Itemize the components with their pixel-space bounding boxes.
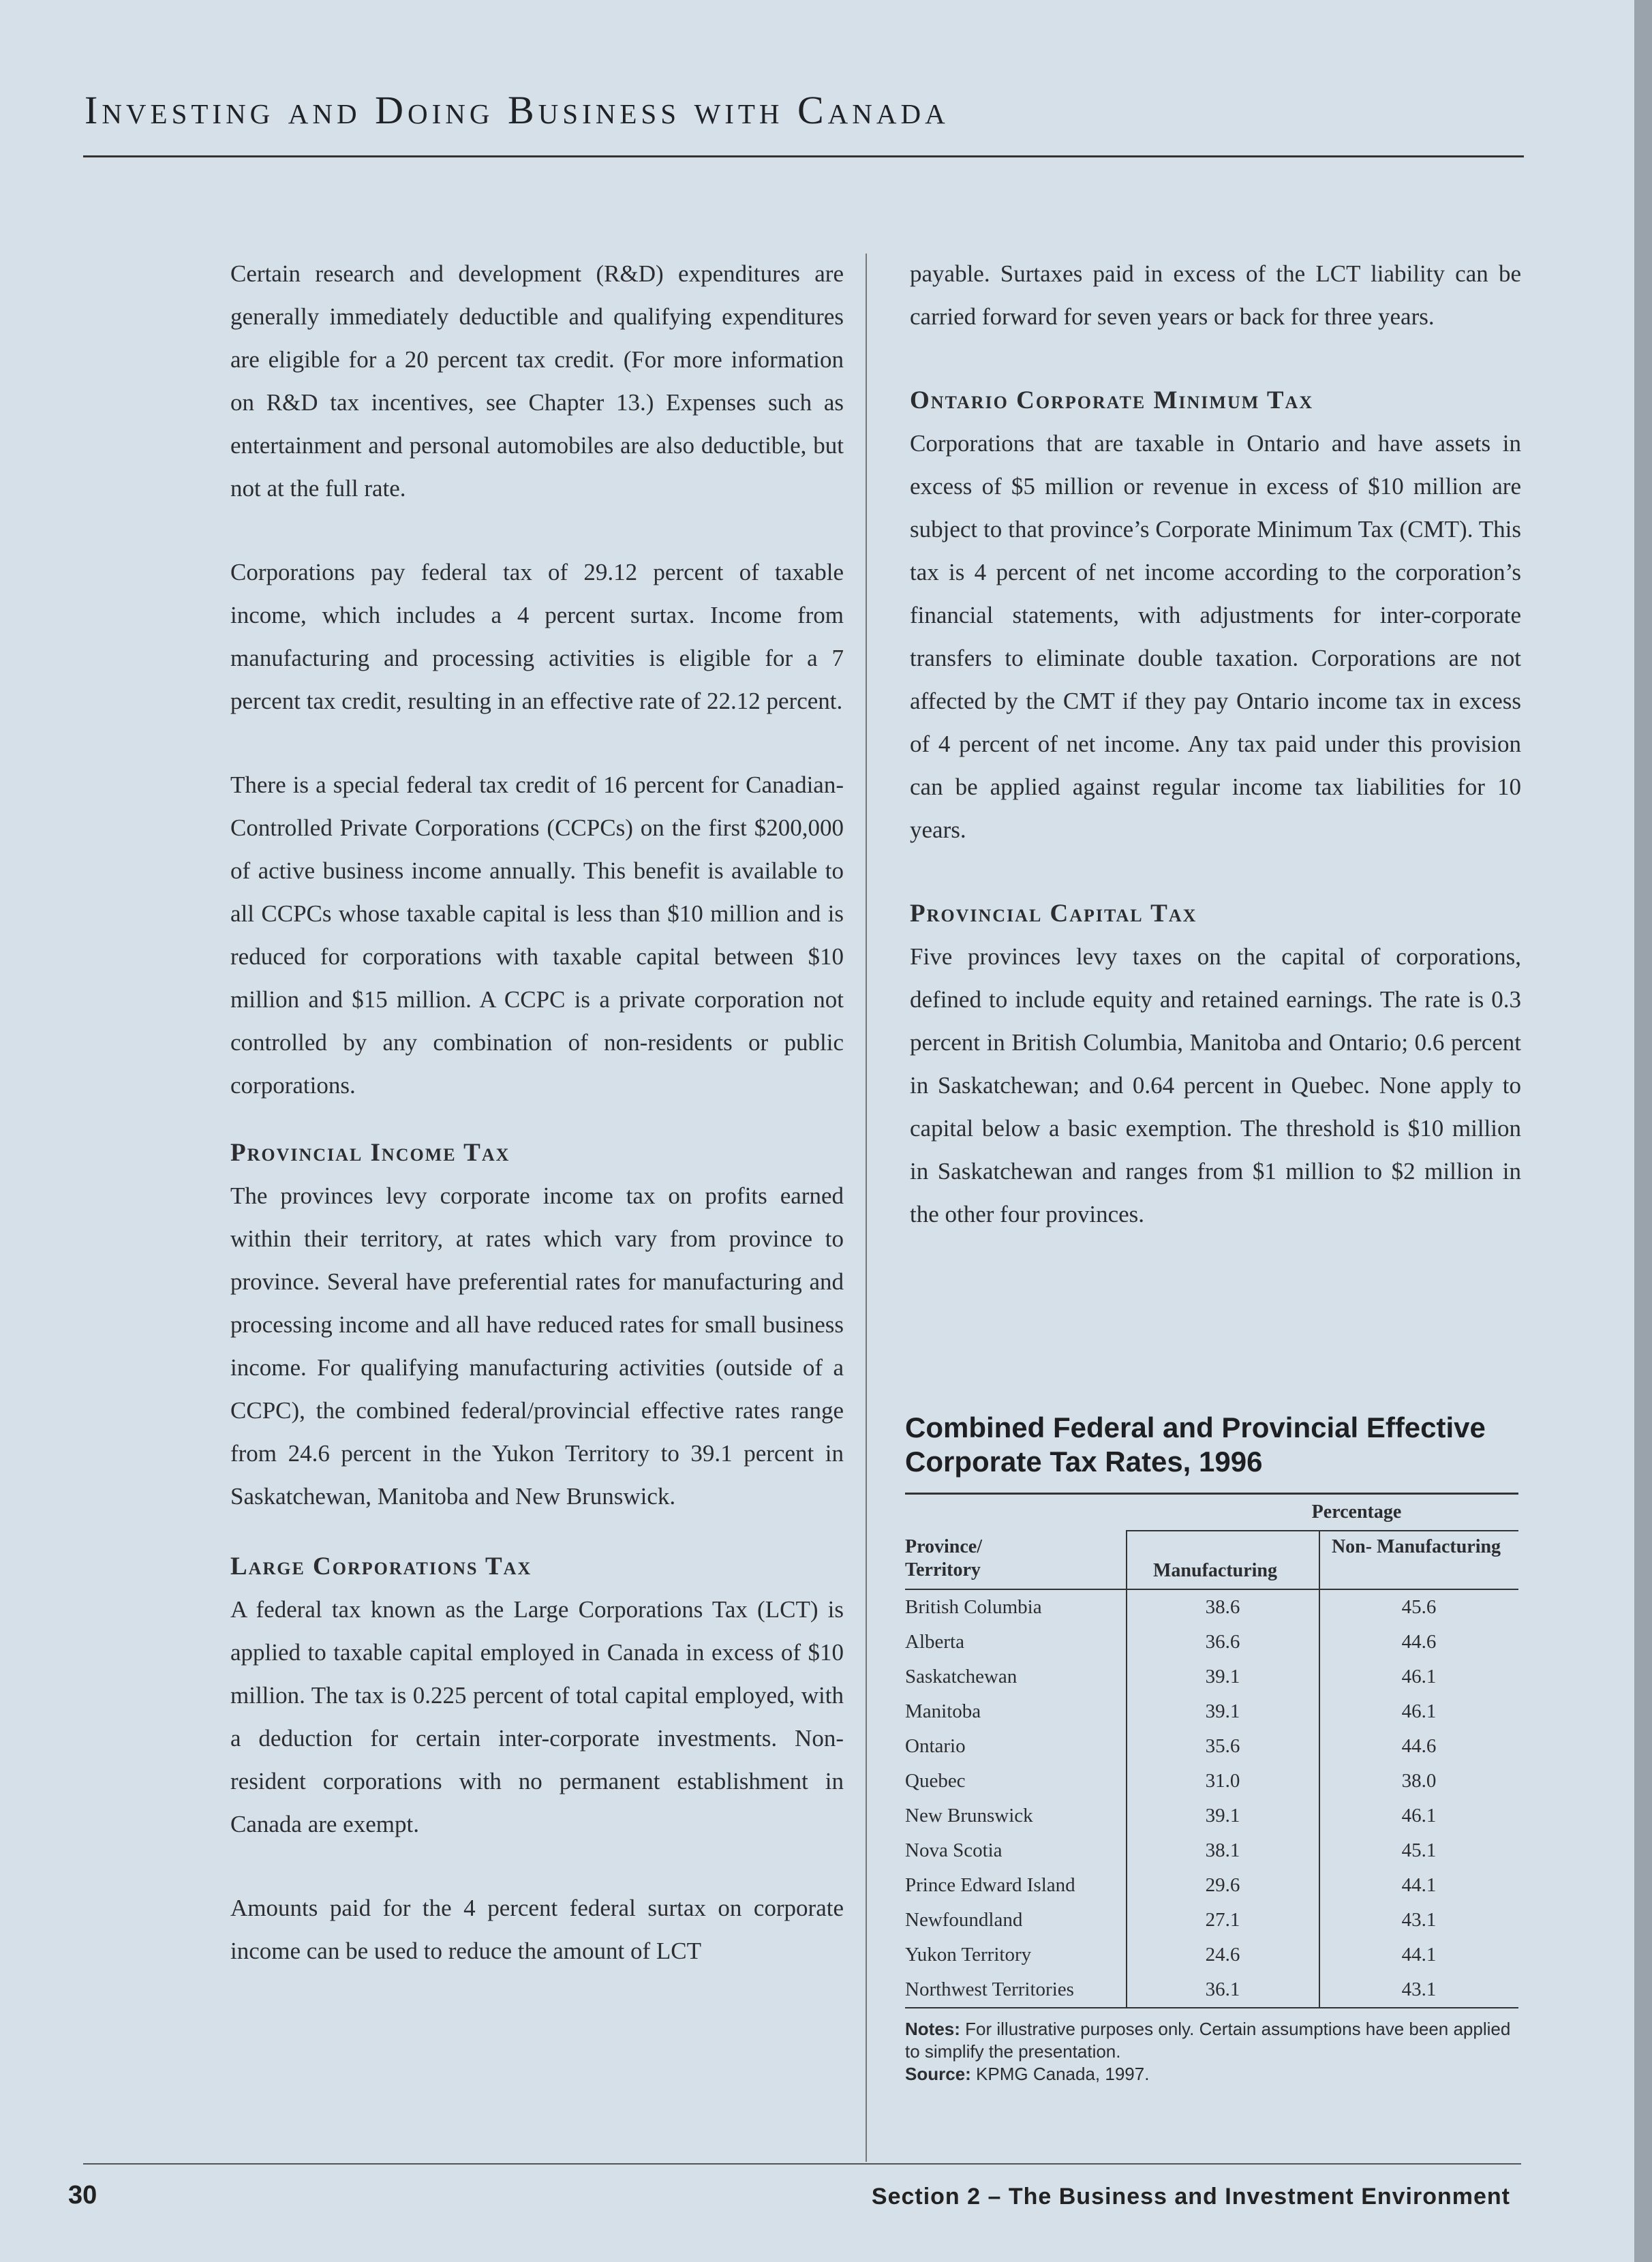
tax-rates-table [905,1411,1518,2085]
table-cell-province: Manitoba [905,1700,981,1722]
table-cell-province: Northwest Territories [905,1978,1074,2000]
table-body [905,1590,1518,2007]
table-row [905,1868,1518,1903]
table-cell-nonmfg: 45.1 [1401,1839,1437,1861]
table-row [905,1799,1518,1833]
table-cell-mfg: 39.1 [1205,1805,1240,1827]
table-cell-nonmfg: 44.1 [1401,1944,1437,1966]
table-title: Combined Federal and Provincial Effective Corporate Tax Rates, 1996 [905,1411,1486,1478]
table-cell-nonmfg: 44.1 [1401,1874,1437,1896]
running-header: Investing and Doing Business with Canada [85,88,949,132]
table-cell-nonmfg: 44.6 [1401,1631,1437,1653]
table-row [905,1903,1518,1938]
column-header-manufacturing: Manufacturing [1153,1560,1277,1581]
table-row [905,1660,1518,1694]
table-cell-mfg: 39.1 [1205,1700,1240,1722]
heading-provincial-income-tax: Provincial Income Tax [230,1139,510,1167]
table-cell-province: Newfoundland [905,1909,1023,1931]
left-column [230,252,844,2013]
table-cell-province: Ontario [905,1735,966,1757]
table-row [905,1590,1518,1625]
table-header [905,1495,1518,1589]
header-rule [83,155,1524,157]
table-bottom-rule [905,2007,1518,2008]
right-column [910,252,1521,1277]
table-cell-nonmfg: 38.0 [1401,1770,1437,1792]
paragraph-lct: A federal tax known as the Large Corporations Tax (LCT) is applied to taxable capital employed in Canada in excess of $10 million. The tax is 0.225 percent of total capital employed, with a deduction for certain inter-corporate investments. Non-resident corporations with no permanent establishment in Canada are exempt. [230,1596,844,1837]
table-row [905,1833,1518,1868]
page-number: 30 [68,2181,97,2210]
paragraph-lct-continued: payable. Surtaxes paid in excess of the LCT liability can be carried forward for seven years or back for three years. [910,260,1521,330]
table-cell-mfg: 24.6 [1205,1944,1240,1966]
table-cell-nonmfg: 43.1 [1401,1978,1437,2000]
table-cell-mfg: 38.1 [1205,1839,1240,1861]
paragraph-surtax: Amounts paid for the 4 percent federal surtax on corporate income can be used to reduce the amount of LCT [230,1895,844,1964]
group-header-rule [1127,1530,1518,1531]
paragraph-ccpc: There is a special federal tax credit of 16 percent for Canadian-Controlled Private Corporations (CCPCs) on the first $200,000 of active business income annually. This benefit is available to all CCPCs whose taxable capital is less than $10 million and is reduced for corporations with taxable capital between $10 million and $15 million. A CCPC is a private corporation not controlled by any combination of non-residents or public corporations. [230,771,844,1099]
table-row [905,1764,1518,1799]
table-cell-nonmfg: 46.1 [1401,1805,1437,1827]
table-cell-mfg: 36.1 [1205,1978,1240,2000]
table-cell-mfg: 31.0 [1205,1770,1240,1792]
table-cell-province: New Brunswick [905,1805,1033,1827]
binding-edge [1634,0,1652,2262]
table-row [905,1938,1518,1972]
table-cell-province: Alberta [905,1631,964,1653]
table-cell-nonmfg: 46.1 [1401,1700,1437,1722]
table-cell-province: British Columbia [905,1596,1042,1618]
heading-provincial-capital-tax: Provincial Capital Tax [910,900,1197,928]
table-cell-mfg: 36.6 [1205,1631,1240,1653]
paragraph-rnd: Certain research and development (R&D) expenditures are generally immediately deductible and qualifying expenditures are eligible for a 20 percent tax credit. (For more information on R&D tax incentives, see Chapter 13.) Expenses such as entertainment and personal automobiles are also deductible, but not at the full rate. [230,260,844,502]
paragraph-provincial-capital-tax: Five provinces levy taxes on the capital of corporations, defined to include equity and retained earnings. The rate is 0.3 percent in British Columbia, Manitoba and Ontario; 0.6 percent in Saskatchewan; and 0.64 percent in Quebec. None apply to capital below a basic exemption. The threshold is $10 million in Saskatchewan and ranges from $1 million to $2 million in the other four provinces. [910,943,1521,1227]
table-cell-province: Nova Scotia [905,1839,1003,1861]
table-cell-nonmfg: 45.6 [1401,1596,1437,1618]
table-row [905,1972,1518,2007]
heading-large-corporations-tax: Large Corporations Tax [230,1553,532,1580]
table-cell-mfg: 38.6 [1205,1596,1240,1618]
column-header-province: Province/ Territory [905,1536,983,1580]
paragraph-provincial-income-tax: The provinces levy corporate income tax on profits earned within their territory, at rates which vary from province to province. Several have preferential rates for manufacturing and processing income and all have reduced rates for small business income. For qualifying manufacturing activities (outside of a CCPC), the combined federal/provincial effective rates range from 24.6 percent in the Yukon Territory to 39.1 percent in Saskatchewan, Manitoba and New Brunswick. [230,1182,844,1510]
table-cell-province: Prince Edward Island [905,1874,1075,1896]
paragraph-ontario-cmt: Corporations that are taxable in Ontario and have assets in excess of $5 million or revenue in excess of $10 million are subject to that province’s Corporate Minimum Tax (CMT). This tax is 4 percent of net income according to the corporation’s financial statements, with adjustments for inter-corporate transfers to eliminate double taxation. Corporations are not affected by the CMT if they pay Ontario income tax in excess of 4 percent of net income. Any tax paid under this provision can be applied against regular income tax liabilities for 10 years. [910,430,1521,843]
table-cell-mfg: 27.1 [1205,1909,1240,1931]
table-cell-nonmfg: 44.6 [1401,1735,1437,1757]
heading-ontario-cmt: Ontario Corporate Minimum Tax [910,386,1314,414]
table-cell-province: Yukon Territory [905,1944,1032,1966]
table-row [905,1625,1518,1660]
section-footer: Section 2 – The Business and Investment Environment [871,2184,1510,2210]
footer-rule [83,2163,1521,2165]
table-row [905,1729,1518,1764]
table-cell-nonmfg: 43.1 [1401,1909,1437,1931]
table-notes: Notes: For illustrative purposes only. Certain assumptions have been applied to simplify the presentation. Source: KPMG Canada, 1997. [905,2019,1511,2084]
paragraph-federal-tax: Corporations pay federal tax of 29.12 percent of taxable income, which includes a 4 percent surtax. Income from manufacturing and processing activities is eligible for a 7 percent tax credit, resulting in an effective rate of 22.12 percent. [230,559,844,714]
column-header-non-manufacturing: Non- Manufacturing [1331,1536,1501,1557]
table-cell-province: Quebec [905,1770,966,1792]
table-cell-nonmfg: 46.1 [1401,1666,1437,1687]
table-cell-mfg: 39.1 [1205,1666,1240,1687]
group-header-percentage: Percentage [1311,1501,1402,1523]
table-row [905,1694,1518,1729]
table-cell-mfg: 29.6 [1205,1874,1240,1896]
column-divider [866,254,867,2162]
table-cell-mfg: 35.6 [1205,1735,1240,1757]
table-cell-province: Saskatchewan [905,1666,1018,1687]
